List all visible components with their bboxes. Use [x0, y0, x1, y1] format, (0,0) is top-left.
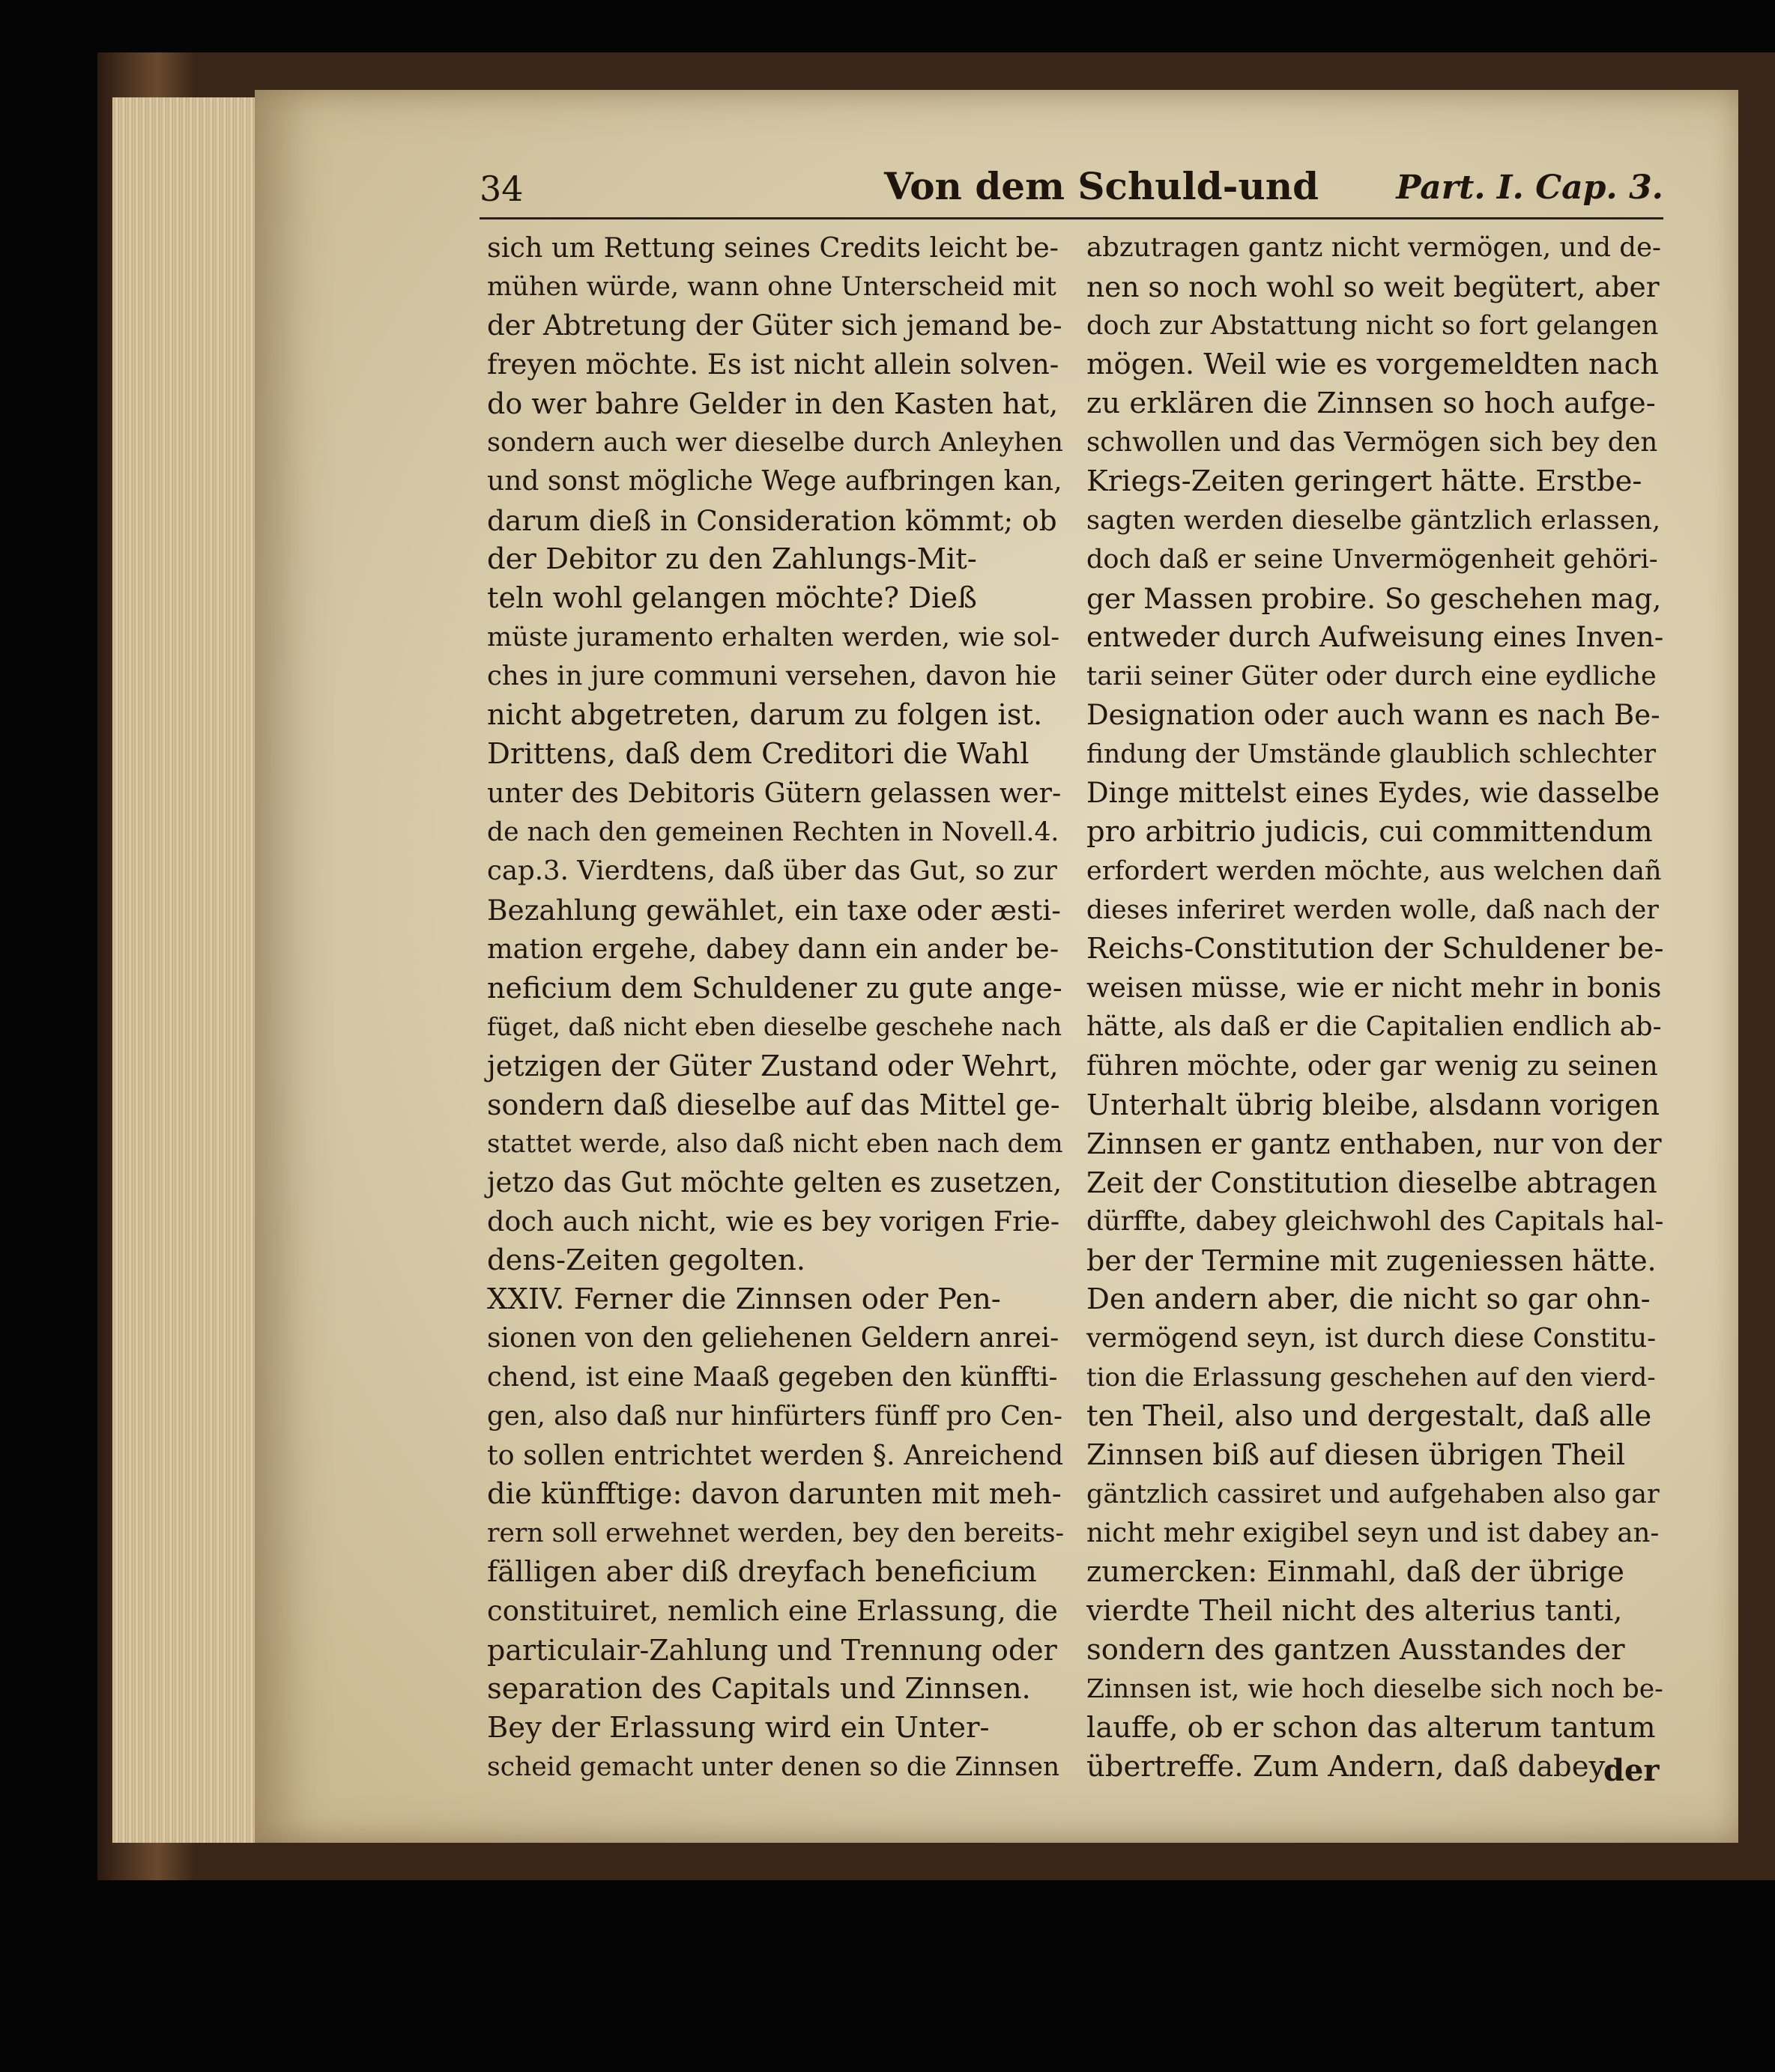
text-line: fälligen aber diß dreyfach beneficium — [487, 1555, 1037, 1589]
text-line: Zinnsen biß auf diesen übrigen Theil — [1086, 1438, 1626, 1472]
text-line: führen möchte, oder gar wenig zu seinen — [1086, 1049, 1658, 1082]
text-line: sagten werden dieselbe gäntzlich erlassen, — [1086, 506, 1661, 536]
text-line: doch daß er seine Unvermögenheit gehöri- — [1086, 545, 1658, 575]
text-line: die künfftige: davon darunten mit meh- — [487, 1477, 1062, 1511]
text-line: freyen möchte. Es ist nicht allein solven- — [487, 348, 1059, 381]
text-line: Den andern aber, die nicht so gar ohn- — [1086, 1282, 1651, 1316]
text-line: Zinnsen ist, wie hoch dieselbe sich noch be- — [1086, 1674, 1663, 1704]
right-text-column — [1086, 228, 1663, 1787]
text-line: sondern daß dieselbe auf das Mittel ge- — [487, 1088, 1060, 1121]
text-line: abzutragen gantz nicht vermögen, und de- — [1086, 232, 1661, 263]
text-line: Zeit der Constitution dieselbe abtragen — [1086, 1166, 1657, 1199]
text-line: und sonst mögliche Wege aufbringen kan, — [487, 466, 1062, 497]
text-line: ten Theil, also und dergestalt, daß alle — [1086, 1399, 1652, 1433]
text-line: mögen. Weil wie es vorgemeldten nach — [1086, 348, 1659, 381]
text-line: jetzigen der Güter Zustand oder Wehrt, — [487, 1049, 1059, 1082]
text-line: schwollen und das Vermögen sich bey den — [1086, 427, 1658, 458]
text-line: hätte, als daß er die Capitalien endlich ab- — [1086, 1011, 1662, 1042]
text-line: dens-Zeiten gegolten. — [487, 1243, 805, 1277]
text-line: Bezahlung gewählet, ein taxe oder æsti- — [487, 894, 1061, 927]
text-line: to sollen entrichtet werden §. Anreichend — [487, 1439, 1064, 1471]
text-line: Bey der Erlassung wird ein Unter- — [487, 1711, 990, 1745]
text-line: ger Massen probire. So geschehen mag, — [1086, 582, 1662, 615]
text-line: darum dieß in Consideration kömmt; ob — [487, 504, 1057, 537]
text-line: chend, ist eine Maaß gegeben den künffti- — [487, 1362, 1058, 1393]
text-line: rern soll erwehnet werden, bey den bereits- — [487, 1518, 1065, 1548]
text-line: übertreffe. Zum Andern, daß dabey — [1086, 1750, 1606, 1784]
text-line: neficium dem Schuldener zu gute ange- — [487, 972, 1062, 1005]
text-line: Zinnsen er gantz enthaben, nur von der — [1086, 1127, 1662, 1160]
text-line: entweder durch Aufweisung eines Inven- — [1086, 621, 1664, 653]
text-line: sondern des gantzen Ausstandes der — [1086, 1633, 1625, 1667]
text-line: separation des Capitals und Zinnsen. — [487, 1672, 1031, 1706]
text-line: Dinge mittelst eines Eydes, wie dasselbe — [1086, 777, 1660, 809]
text-line: doch zur Abstattung nicht so fort gelangen — [1086, 311, 1659, 341]
text-line: der Abtretung der Güter sich jemand be- — [487, 309, 1062, 342]
text-line: vierdte Theil nicht des alterius tanti, — [1086, 1594, 1623, 1628]
text-line: Unterhalt übrig bleibe, alsdann vorigen — [1086, 1088, 1660, 1121]
left-text-column — [487, 228, 1064, 1787]
text-line: nen so noch wohl so weit begütert, aber — [1086, 270, 1660, 303]
text-line: zumercken: Einmahl, daß der übrige — [1086, 1555, 1624, 1589]
text-line: gäntzlich cassiret und aufgehaben also gar — [1086, 1479, 1660, 1509]
text-line: nicht mehr exigibel seyn und ist dabey an- — [1086, 1518, 1660, 1548]
text-line: de nach den gemeinen Rechten in Novell.4. — [487, 817, 1059, 847]
text-line: gen, also daß nur hinfürters fünff pro Cen- — [487, 1401, 1062, 1432]
part-chapter-reference: Part. I. Cap. 3. — [1396, 169, 1663, 207]
text-line: Kriegs-Zeiten geringert hätte. Erstbe- — [1086, 464, 1642, 498]
page-header — [480, 164, 1663, 213]
text-line: cap.3. Vierdtens, daß über das Gut, so zur — [487, 855, 1057, 886]
text-line: dieses inferiret werden wolle, daß nach der — [1086, 895, 1659, 925]
text-line: lauffe, ob er schon das alterum tantum — [1086, 1711, 1656, 1745]
text-line: erfordert werden möchte, aus welchen dañ — [1086, 856, 1662, 886]
text-line: dürffte, dabey gleichwohl des Capitals hal- — [1086, 1206, 1664, 1237]
page-block-edges — [112, 97, 257, 1843]
text-line: constituiret, nemlich eine Erlassung, die — [487, 1595, 1058, 1627]
text-line: sionen von den geliehenen Geldern anrei- — [487, 1323, 1059, 1354]
text-line: Drittens, daß dem Creditori die Wahl — [487, 737, 1029, 771]
text-line: Reichs-Constitution der Schuldener be- — [1086, 932, 1664, 966]
text-line: weisen müsse, wie er nicht mehr in bonis — [1086, 972, 1662, 1004]
text-line: stattet werde, also daß nicht eben nach dem — [487, 1129, 1063, 1159]
text-line: ches in jure communi versehen, davon hie — [487, 661, 1057, 691]
text-line: unter des Debitoris Gütern gelassen wer- — [487, 777, 1062, 809]
text-line: XXIV. Ferner die Zinnsen oder Pen- — [487, 1282, 1001, 1316]
page-number: 34 — [480, 169, 524, 209]
text-line: teln wohl gelangen möchte? Dieß — [487, 581, 977, 615]
text-line: mation ergehe, dabey dann ein ander be- — [487, 933, 1059, 965]
text-line: ber der Termine mit zugeniessen hätte. — [1086, 1244, 1657, 1277]
text-line: müste juramento erhalten werden, wie sol- — [487, 622, 1060, 652]
text-line: nicht abgetreten, darum zu folgen ist. — [487, 698, 1043, 732]
text-line: findung der Umstände glaublich schlechter — [1086, 739, 1656, 769]
text-line: jetzo das Gut möchte gelten es zusetzen, — [487, 1166, 1062, 1199]
text-line: sich um Rettung seines Credits leicht be- — [487, 231, 1059, 264]
text-line: doch auch nicht, wie es bey vorigen Frie- — [487, 1205, 1060, 1238]
text-line: do wer bahre Gelder in den Kasten hat, — [487, 387, 1059, 420]
text-line: vermögend seyn, ist durch diese Constitu- — [1086, 1323, 1657, 1354]
text-line: pro arbitrio judicis, cui committendum — [1086, 815, 1653, 849]
text-line: particulair-Zahlung und Trennung oder — [487, 1634, 1057, 1667]
text-line: tarii seiner Güter oder durch eine eydliche — [1086, 661, 1657, 691]
text-line: sondern auch wer dieselbe durch Anleyhen — [487, 428, 1063, 458]
catchword: der — [1603, 1753, 1660, 1788]
text-line: der Debitor zu den Zahlungs-Mit- — [487, 542, 977, 576]
text-line: Designation oder auch wann es nach Be- — [1086, 699, 1660, 731]
text-line: füget, daß nicht eben dieselbe geschehe nach — [487, 1012, 1062, 1041]
text-line: zu erklären die Zinnsen so hoch aufge- — [1086, 387, 1656, 420]
text-line: scheid gemacht unter denen so die Zinnsen — [487, 1752, 1060, 1782]
running-title: Von dem Schuld-und — [884, 164, 1319, 208]
text-line: tion die Erlassung geschehen auf den vierd- — [1086, 1363, 1656, 1393]
header-rule — [480, 217, 1663, 219]
text-line: mühen würde, wann ohne Unterscheid mit — [487, 272, 1056, 302]
